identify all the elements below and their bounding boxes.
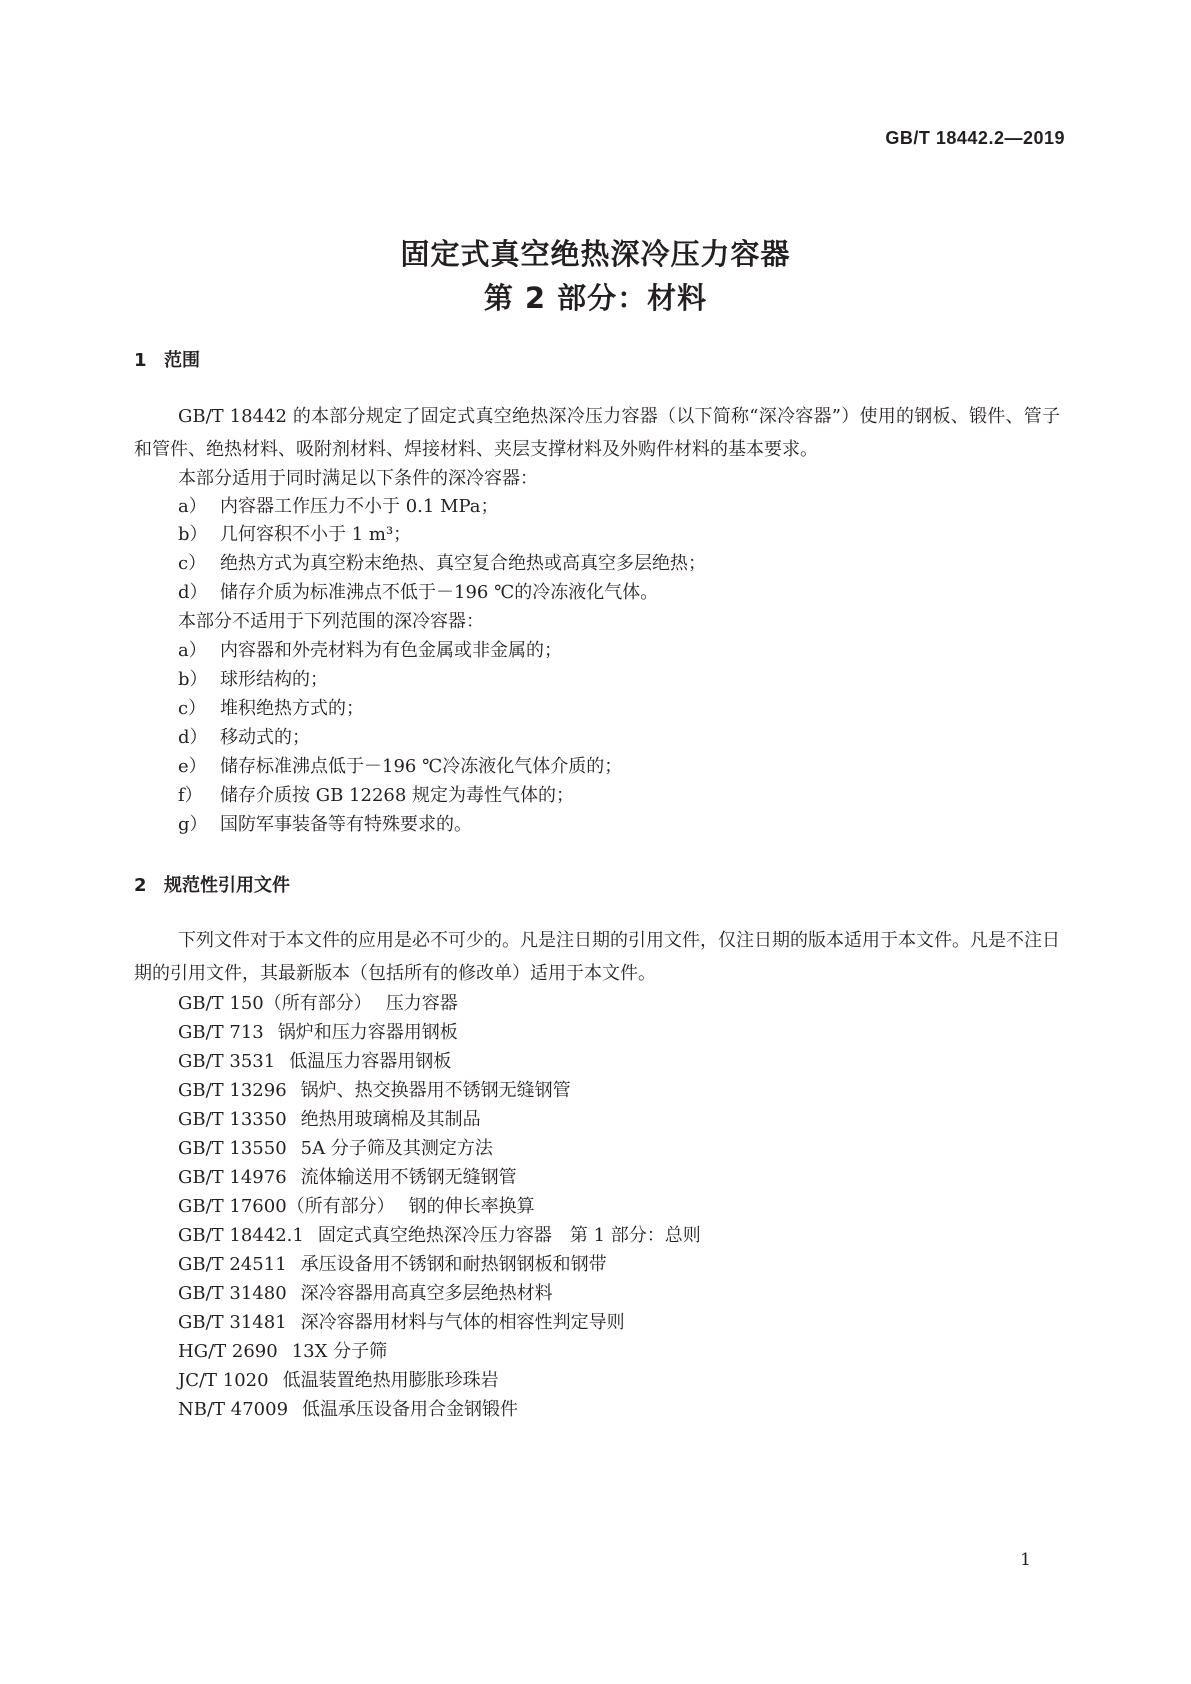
page-number: 1 — [1020, 1550, 1031, 1570]
reference-code: GB/T 18442.1 — [178, 1225, 304, 1246]
list-item — [178, 636, 562, 662]
list-label: e） — [178, 756, 207, 777]
reference-title: 深冷容器用高真空多层绝热材料 — [300, 1283, 553, 1304]
reference-title: 深冷容器用材料与气体的相容性判定导则 — [300, 1312, 625, 1333]
reference-code: HG/T 2690 — [178, 1341, 278, 1362]
reference-item — [178, 1163, 517, 1189]
section-1-heading — [134, 346, 200, 372]
scope-paragraph: GB/T 18442 的本部分规定了固定式真空绝热深冷压力容器（以下简称“深冷容器”）使用的钢板、锻件、管子和管件、绝热材料、吸附剂材料、焊接材料、夹层支撑材料及外购件材料的基本要求。 — [134, 406, 1060, 460]
reference-item — [178, 1105, 481, 1131]
reference-item — [178, 1047, 451, 1073]
list-label: b） — [178, 524, 208, 545]
reference-item — [178, 1250, 607, 1276]
applies-intro: 本部分适用于同时满足以下条件的深冷容器： — [178, 468, 538, 489]
section-number: 2 — [134, 875, 147, 896]
references-paragraph: 下列文件对于本文件的应用是必不可少的。凡是注日期的引用文件，仅注日期的版本适用于本文件。凡是不注日期的引用文件，其最新版本（包括所有的修改单）适用于本文件。 — [134, 930, 1060, 984]
document-title: 固定式真空绝热深冷压力容器 — [400, 237, 791, 271]
list-text: 内容器和外壳材料为有色金属或非金属的； — [220, 640, 562, 661]
list-item — [178, 665, 328, 691]
reference-title: 5A 分子筛及其测定方法 — [300, 1138, 493, 1159]
list-text: 国防军事装备等有特殊要求的。 — [220, 814, 472, 835]
reference-item — [178, 1134, 493, 1160]
list-label: b） — [178, 669, 208, 690]
list-item — [178, 752, 622, 778]
reference-title: 低温承压设备用合金钢锻件 — [302, 1399, 519, 1420]
reference-item — [178, 1366, 499, 1392]
list-text: 几何容积不小于 1 m³； — [220, 524, 412, 545]
list-item — [178, 810, 472, 836]
reference-code: GB/T 31480 — [178, 1283, 287, 1304]
list-item — [178, 723, 310, 749]
reference-code: NB/T 47009 — [178, 1399, 289, 1420]
section-title: 规范性引用文件 — [164, 875, 290, 896]
reference-title: 流体输送用不锈钢无缝钢管 — [300, 1167, 517, 1188]
reference-code: GB/T 24511 — [178, 1254, 287, 1275]
section-number: 1 — [134, 350, 147, 371]
reference-title: 低温压力容器用钢板 — [289, 1051, 452, 1072]
reference-title: 低温装置绝热用膨胀珍珠岩 — [282, 1370, 499, 1391]
reference-item — [178, 1279, 553, 1305]
reference-title: 压力容器 — [385, 993, 458, 1014]
reference-title: 承压设备用不锈钢和耐热钢钢板和钢带 — [300, 1254, 607, 1275]
reference-title: 钢的伸长率换算 — [408, 1196, 535, 1217]
document-subtitle: 第 2 部分：材料 — [483, 281, 708, 315]
reference-title: 锅炉、热交换器用不锈钢无缝钢管 — [300, 1080, 571, 1101]
list-text: 球形结构的； — [220, 669, 328, 690]
list-item — [178, 781, 574, 807]
list-text: 储存标准沸点低于－196 ℃冷冻液化气体介质的； — [220, 756, 623, 777]
list-text: 堆积绝热方式的； — [220, 698, 364, 719]
section-2-heading — [134, 871, 290, 897]
reference-code: JC/T 1020 — [178, 1370, 269, 1391]
list-item — [178, 578, 658, 604]
reference-item — [178, 1337, 387, 1363]
list-item — [178, 520, 411, 546]
list-label: a） — [178, 640, 207, 661]
reference-code: GB/T 31481 — [178, 1312, 287, 1333]
list-text: 储存介质按 GB 12268 规定为毒性气体的； — [220, 785, 575, 806]
reference-title: 锅炉和压力容器用钢板 — [277, 1022, 458, 1043]
reference-code: GB/T 150（所有部分） — [178, 993, 372, 1014]
reference-code: GB/T 13296 — [178, 1080, 287, 1101]
reference-code: GB/T 14976 — [178, 1167, 287, 1188]
reference-title: 固定式真空绝热深冷压力容器 第 1 部分：总则 — [317, 1225, 701, 1246]
reference-item — [178, 1395, 518, 1421]
list-text: 储存介质为标准沸点不低于－196 ℃的冷冻液化气体。 — [220, 582, 659, 603]
list-text: 绝热方式为真空粉末绝热、真空复合绝热或高真空多层绝热； — [220, 553, 706, 574]
reference-item — [178, 1221, 701, 1247]
reference-code: GB/T 13350 — [178, 1109, 287, 1130]
list-label: f） — [178, 785, 203, 806]
reference-title: 绝热用玻璃棉及其制品 — [300, 1109, 481, 1130]
list-label: a） — [178, 496, 207, 517]
reference-item — [178, 1018, 458, 1044]
list-label: d） — [178, 727, 208, 748]
list-label: c） — [178, 698, 207, 719]
reference-code: GB/T 713 — [178, 1022, 264, 1043]
reference-item — [178, 989, 458, 1015]
reference-title: 13X 分子筛 — [291, 1341, 388, 1362]
reference-item — [178, 1076, 571, 1102]
excludes-intro: 本部分不适用于下列范围的深冷容器： — [178, 611, 484, 632]
reference-item — [178, 1192, 535, 1218]
reference-item — [178, 1308, 625, 1334]
list-label: g） — [178, 814, 208, 835]
reference-code: GB/T 13550 — [178, 1138, 287, 1159]
list-item — [178, 694, 364, 720]
list-label: c） — [178, 553, 207, 574]
reference-code: GB/T 17600（所有部分） — [178, 1196, 395, 1217]
section-title: 范围 — [164, 350, 200, 371]
reference-code: GB/T 3531 — [178, 1051, 276, 1072]
list-item — [178, 492, 499, 518]
list-text: 内容器工作压力不小于 0.1 MPa； — [220, 496, 499, 517]
list-item — [178, 549, 706, 575]
list-text: 移动式的； — [220, 727, 310, 748]
standard-code: GB/T 18442.2—2019 — [885, 128, 1065, 148]
list-label: d） — [178, 582, 208, 603]
